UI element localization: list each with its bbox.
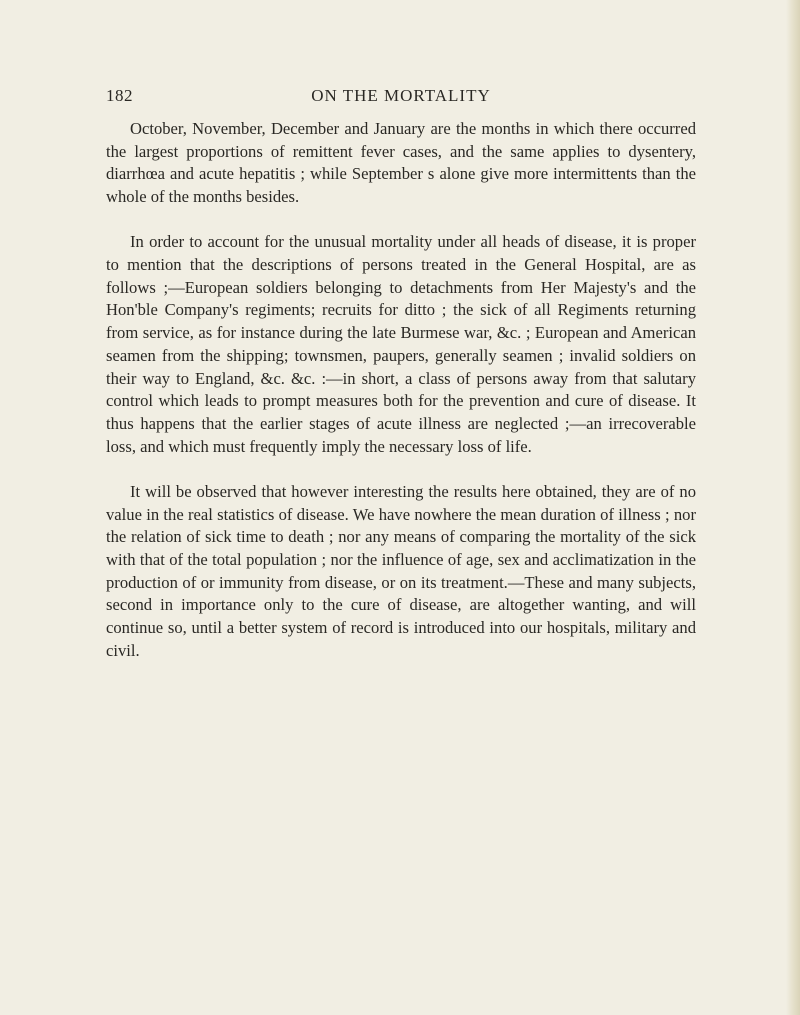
page-header (106, 86, 696, 110)
running-title: ON THE MORTALITY (311, 86, 491, 105)
paragraph-2: In order to account for the unusual mortality under all heads of disease, it is proper to mention that the descriptions of persons treated in the General Hospital, are as follows ;—European soldiers belonging to detachments from Her Majesty's and the Hon'ble Company's regiments; recruits for ditto ; the sick of all Regiments returning from service, as for instance during the late Burmese war, &c. ; European and American seamen from the shipping; townsmen, paupers, generally seamen ; invalid soldiers on their way to England, &c. &c. :—in short, a class of persons away from that salutary control which leads to prompt measures both for the prevention and cure of disease. It thus happens that the earlier stages of acute illness are neglected ;—an irrecoverable loss, and which must frequently imply the necessary loss of life. (106, 232, 696, 456)
paragraph-3: It will be observed that however interesting the results here obtained, they are of no value in the real statistics of disease. We have nowhere the mean duration of illness ; nor the relation of sick time to death ; nor any means of comparing the mortality of the sick with that of the total population ; nor the influence of age, sex and acclimatization in the production of or immunity from disease, or on its treatment.—These and many subjects, second in importance only to the cure of disease, are altogether wanting, and will continue so, until a better system of record is introduced into our hospitals, military and civil. (106, 481, 696, 660)
page-edge-shading (786, 0, 800, 1015)
body-text (106, 118, 696, 662)
paragraph-1: October, November, December and January are the months in which there occurred the largest proportions of remittent fever cases, and the same applies to dysentery, diarrhœa and acute hepatitis ; while September s alone give more intermittents than the whole of the months besides. (106, 119, 696, 207)
page-number: 182 (106, 86, 133, 105)
